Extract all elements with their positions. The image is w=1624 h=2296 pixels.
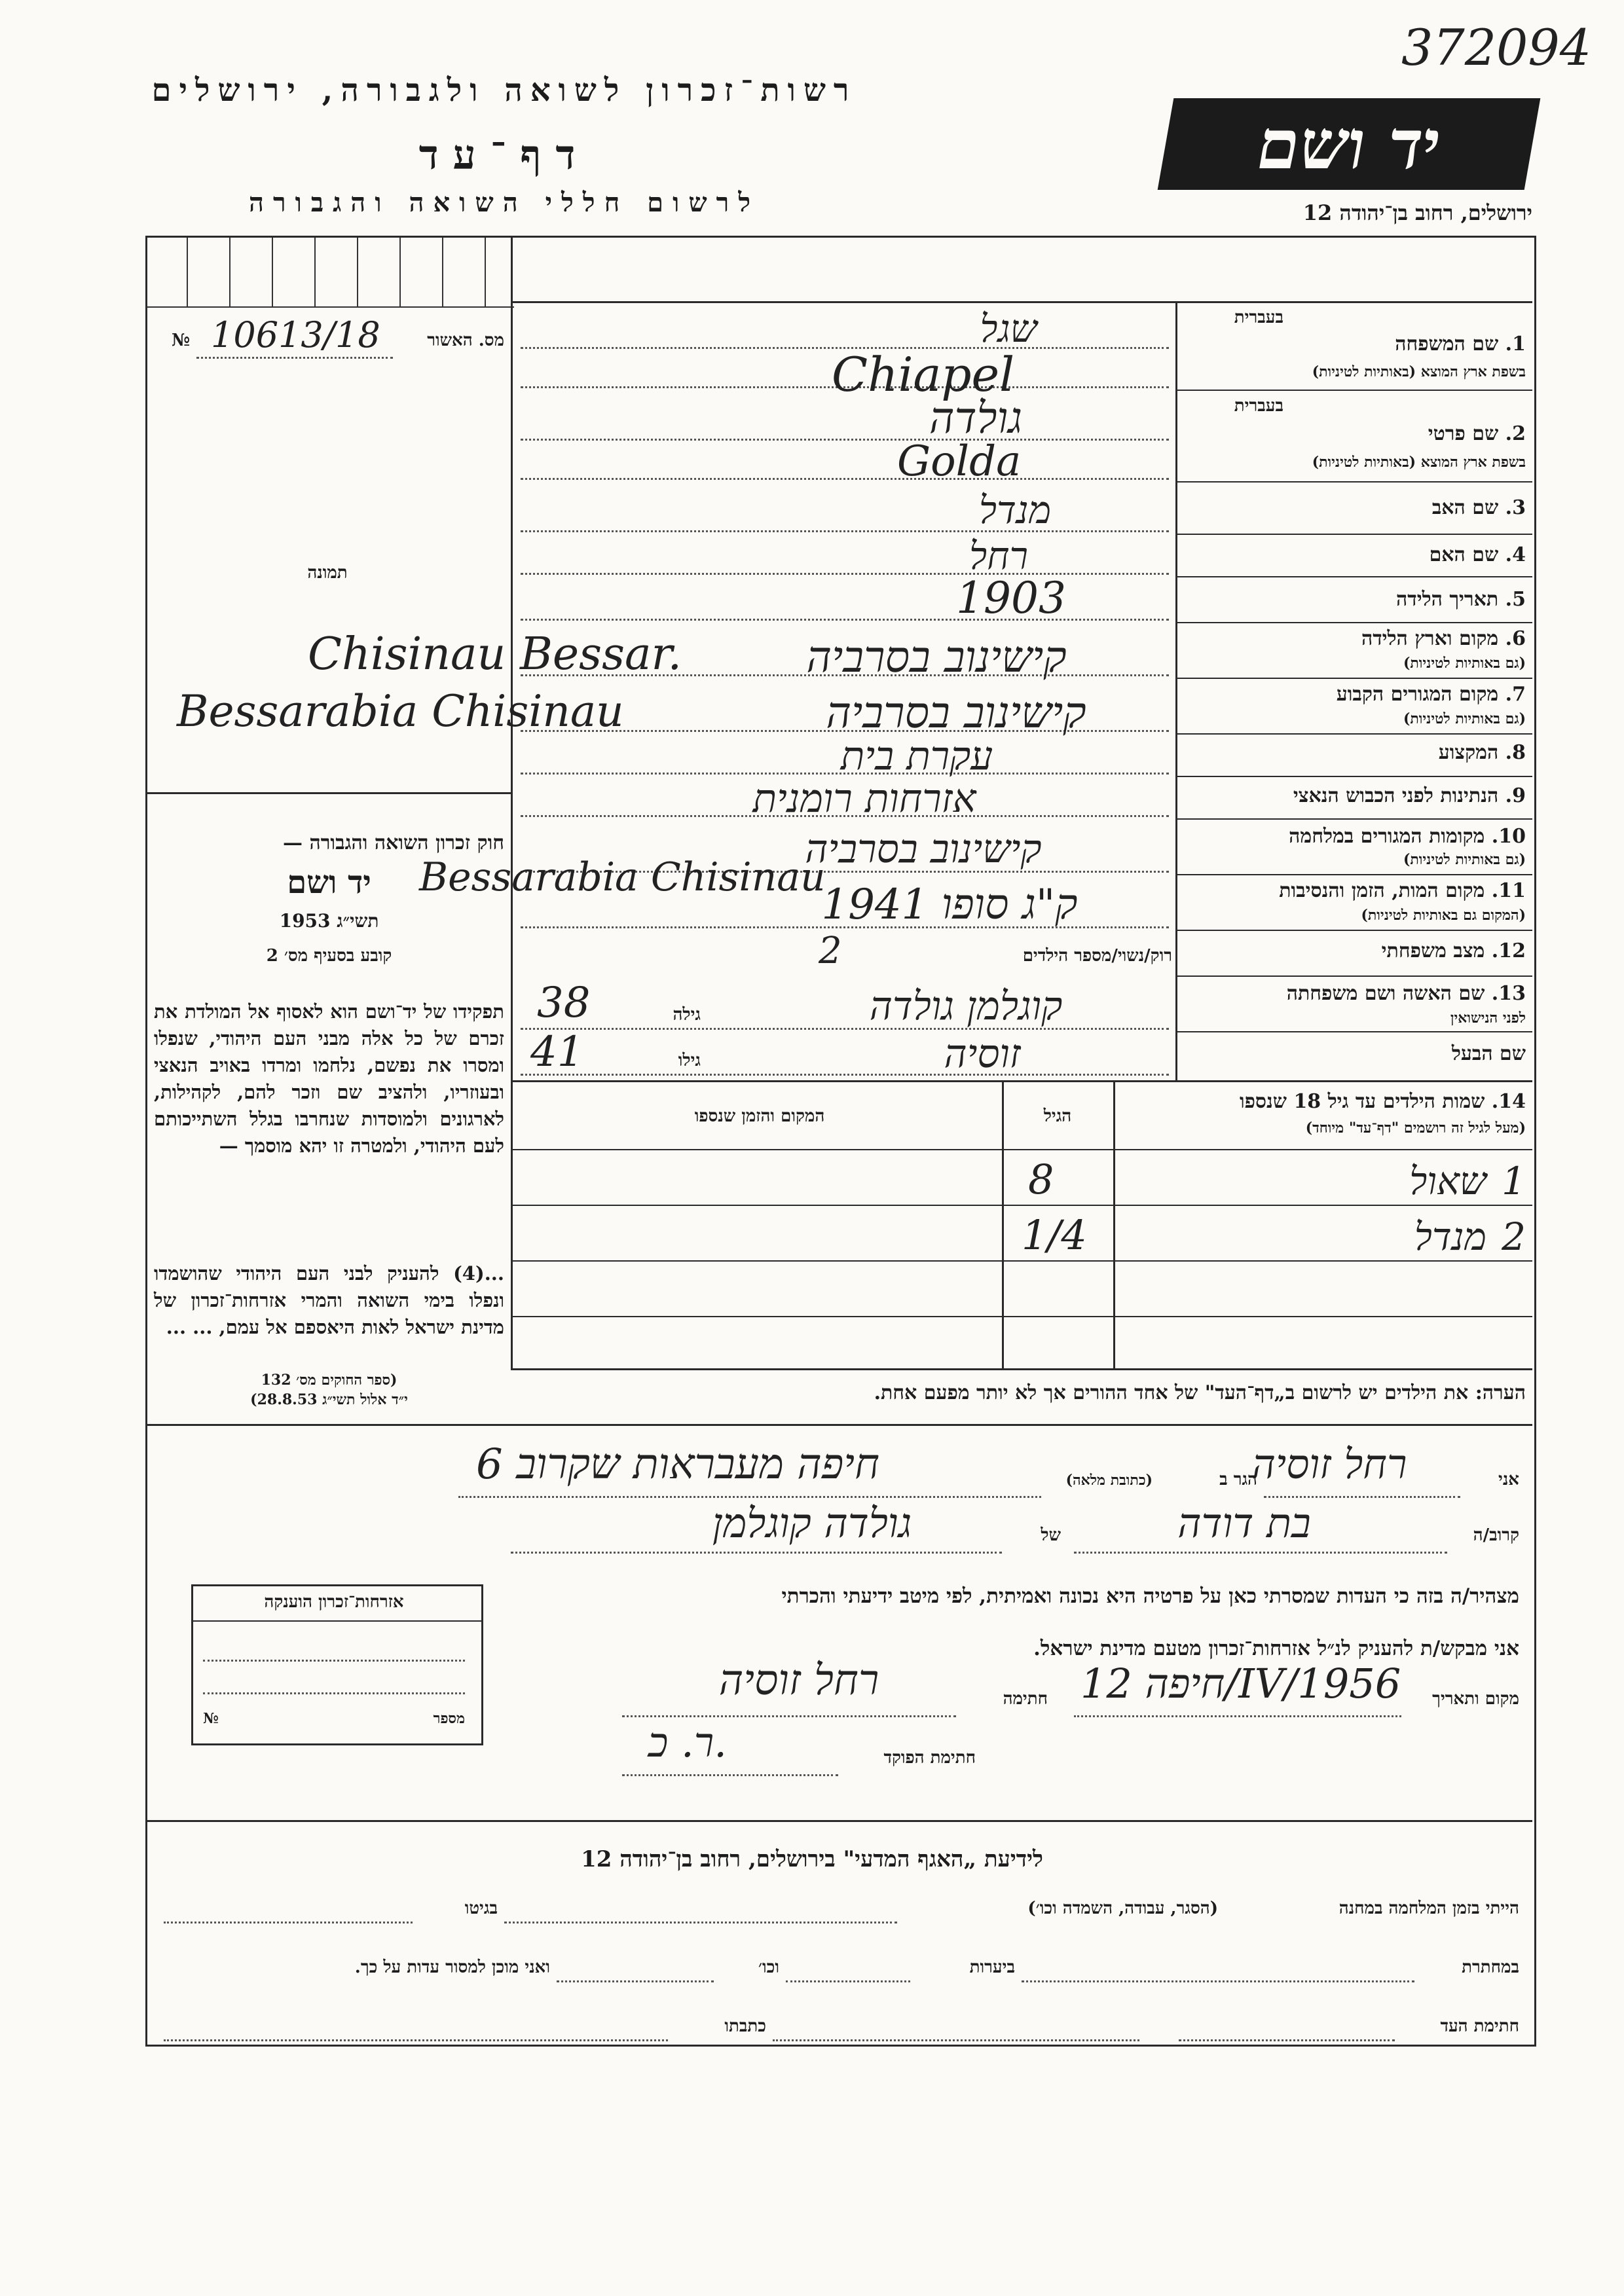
table-row: שאול 1 <box>1409 1159 1526 1203</box>
field-13-value: קוגלמן גולדה <box>869 983 1063 1029</box>
decl-signature: רחל זוסיה <box>718 1656 879 1705</box>
field-10-value: קישינוב בסרביה <box>805 826 1042 872</box>
field-2-lang: בעברית <box>1234 396 1283 416</box>
decl-sig-label: חתימה <box>1003 1689 1048 1709</box>
stamp-number: 372094 <box>1401 18 1592 77</box>
field-12-value: 2 <box>819 930 842 972</box>
field-7-value-lat: Bessarabia Chisinau <box>177 686 624 737</box>
field-1-lang: בעברית <box>1234 308 1283 327</box>
footer-line1-b: (הסגר, עבודה, השמדה וכו׳) <box>1027 1899 1218 1918</box>
decl-ani: אני <box>1498 1470 1519 1489</box>
field-1-value-lat: Chiapel <box>832 347 1015 402</box>
decl-of-name: גולדה קוגלמן <box>712 1499 912 1547</box>
field-6-value-lat: Chisinau Bessar. <box>308 629 682 680</box>
field-6-value: קישינוב בסרביה <box>806 632 1067 682</box>
decl-lives-at: הגר ב <box>1219 1470 1257 1489</box>
decl-lives-note: (כתובת מלאה) <box>1065 1472 1153 1489</box>
field-7-label: 7. מקום המגורים הקבוע <box>1336 683 1526 706</box>
field-2-sub: בשפת ארץ המוצא (באותיות לטיניות) <box>1312 454 1526 471</box>
field-1-label: 1. שם המשפחה <box>1395 333 1526 355</box>
field-5-label: 5. תאריך הלידה <box>1396 588 1526 611</box>
field-11-label: 11. מקום המות, הזמן והנסיבות <box>1279 879 1526 902</box>
decl-statement: מצהיר/ה בזה כי העדות שמסרתי כאן על פרטיה היא נכונה ואמיתית, לפי מיטב ידיעתי והכרתי <box>781 1584 1519 1608</box>
decl-of: של <box>1041 1525 1061 1545</box>
citizenship-box-number-label: מספר <box>433 1710 465 1727</box>
law-body-2: ...(4) להעניק לבני העם היהודי שהושמדו ונפלו בימי השואה והמרי אזרחות־זכרון של מדינת ישראל לאות היאספם אל עמם, ... ... <box>154 1262 504 1338</box>
field-13-age: 38 <box>537 979 591 1027</box>
citizenship-box-no: № <box>203 1710 219 1727</box>
field-3-label: 3. שם האב <box>1431 496 1526 519</box>
footer-line3-b: כתבתו <box>724 2016 766 2036</box>
page-title: דף־עד <box>418 131 590 179</box>
comb-boxes <box>147 238 514 306</box>
child-2-age: 1/4 <box>1022 1211 1087 1259</box>
header-address: ירושלים, רחוב בן־יהודה 12 <box>1302 200 1532 225</box>
approval-number: 10613/18 <box>211 314 380 355</box>
photo-label: תמונה <box>307 563 348 583</box>
footer-line1-c: בגיטו <box>464 1899 498 1918</box>
field-5-value: 1903 <box>956 573 1066 623</box>
husband-label: שם הבעל <box>1451 1042 1526 1065</box>
page-subtitle: לרשום חללי השואה והגבורה <box>248 187 760 218</box>
field-13-label: 13. שם האשה ושם משפחתה <box>1286 982 1526 1005</box>
field-7-sub: (גם באותיות לטיניות) <box>1403 710 1526 727</box>
field-8-value: עקרת בית <box>840 733 993 779</box>
org-line: רשות־זכרון לשואה ולגבורה, ירושלים <box>151 72 857 109</box>
footer-line2-a: במחתרת <box>1462 1958 1519 1977</box>
field-11-sub: (המקום גם באותיות לטיניות) <box>1361 907 1526 924</box>
decl-place-date-label: מקום ותאריך <box>1432 1689 1519 1709</box>
footer-line2-d: ואני מוכן למסור עדות על כך. <box>354 1958 550 1977</box>
law-clause: קובע בסעיף מס׳ 2 <box>266 946 392 966</box>
decl-officer-sig: ר. כ. <box>648 1719 727 1766</box>
law-title: חוק זכרון השואה והגבורה — <box>283 831 504 854</box>
law-ref: (ספר החוקים מס׳ 132 <box>261 1372 397 1389</box>
field-2-value-lat: Golda <box>897 437 1022 486</box>
footer-line2-c: וכו׳ <box>758 1958 779 1977</box>
law-body: תפקידו של יד־ושם הוא לאסוף אל המולדת את זכרם של כל אלה מבני העם היהודי, שנפלו ומסרו את נפשם, נלחמו ומרדו באויב הנאצי ובעוזריו, ולהציב שם וזכר להם, לקהילות, לארגונים ולמוסדות שנחרבו בגלל השתייכותם לעם היהודי, ולמטרה זו יהא מוסמך — <box>154 1000 504 1157</box>
law-name: יד ושם <box>287 864 371 901</box>
citizenship-box-title: אזרחות־זכרון הוענקה <box>264 1592 404 1612</box>
footer-line2-b: ביערות <box>969 1958 1015 1977</box>
field-10-sub: (גם באותיות לטיניות) <box>1403 851 1526 868</box>
children-col-age: הגיל <box>1043 1106 1072 1126</box>
field-9-label: 9. הנתינות לפני הכבוש הנאצי <box>1293 784 1526 807</box>
field-1-sub: בשפת ארץ המוצא (באותיות לטיניות) <box>1312 363 1526 380</box>
field-2-value-he: גולדה <box>929 393 1023 443</box>
field-13-sub: לפני הנישואין <box>1450 1010 1526 1027</box>
yad-vashem-logo: יד ושם <box>1158 98 1541 190</box>
decl-relation: בת דודה <box>1177 1499 1311 1547</box>
footer-line1-a: הייתי בזמן המלחמה במחנה <box>1338 1899 1519 1918</box>
field-13-age-label: גילה <box>673 1005 701 1025</box>
child-1-age: 8 <box>1028 1156 1054 1203</box>
field-11-value: ק"ג סופו 1941 <box>821 881 1078 929</box>
children-sub: (מעל לגיל זה רושמים "דף־עד" מיוחד) <box>1305 1120 1526 1137</box>
field-10-label: 10. מקומות המגורים במלחמה <box>1289 825 1526 848</box>
field-4-value: רחל <box>969 534 1028 578</box>
note: הערה: את הילדים יש לרשום ב„דף־העד" של אחד ההורים אך לא יותר מפעם אחת. <box>874 1381 1526 1404</box>
children-col-place: המקום והזמן שנספו <box>694 1106 825 1126</box>
decl-name: רחל זוסיה <box>1251 1440 1407 1488</box>
decl-place-date: חיפה 12/IV/1956 <box>1080 1660 1401 1707</box>
approval-label: מס. האשור <box>427 331 504 350</box>
decl-officer-label: חתימת הפוקד <box>883 1748 976 1768</box>
field-7-value: קישינוב בסרביה <box>826 687 1086 738</box>
field-10-value-lat: Bessarabia Chisinau <box>419 854 826 900</box>
approval-no-mark: № <box>172 331 191 350</box>
field-9-value: אזרחות רומנית <box>752 776 976 822</box>
field-1-value-he: שגל <box>980 306 1037 351</box>
husband-age: 41 <box>530 1028 584 1076</box>
footer-line3-a: חתימת העד <box>1440 2016 1519 2036</box>
field-12-prefix: רוק/נשוי/מספר הילדים <box>1022 946 1172 966</box>
children-label: 14. שמות הילדים עד גיל 18 שנספו <box>1239 1090 1526 1113</box>
law-year: תשי״ג 1953 <box>279 910 379 932</box>
field-8-label: 8. המקצוע <box>1438 741 1526 764</box>
husband-age-label: גילו <box>678 1051 701 1070</box>
field-6-sub: (גם באותיות לטיניות) <box>1403 655 1526 672</box>
field-6-label: 6. מקום וארץ הלידה <box>1361 627 1526 650</box>
husband-value: זוסיה <box>944 1031 1021 1077</box>
field-2-label: 2. שם פרטי <box>1428 422 1526 445</box>
field-12-label: 12. מצב משפחתי <box>1381 939 1526 962</box>
field-3-value: מנדל <box>978 488 1052 532</box>
table-row: מנדל 2 <box>1414 1214 1526 1259</box>
decl-request: אני מבקש/ת להעניק לנ״ל אזרחות־זכרון מטעם מדינת ישראל. <box>1033 1637 1519 1660</box>
decl-address: חיפה מעבראות שקרוב 6 <box>476 1440 879 1489</box>
footer-title: לידיעת „האגף המדעי" בירושלים, רחוב בן־יהודה 12 <box>581 1846 1043 1872</box>
field-4-label: 4. שם האם <box>1429 543 1526 566</box>
law-ref-2: י״ד אלול תשי״ג 28.8.53) <box>250 1391 408 1408</box>
decl-relative: קרוב/ה <box>1473 1525 1519 1545</box>
